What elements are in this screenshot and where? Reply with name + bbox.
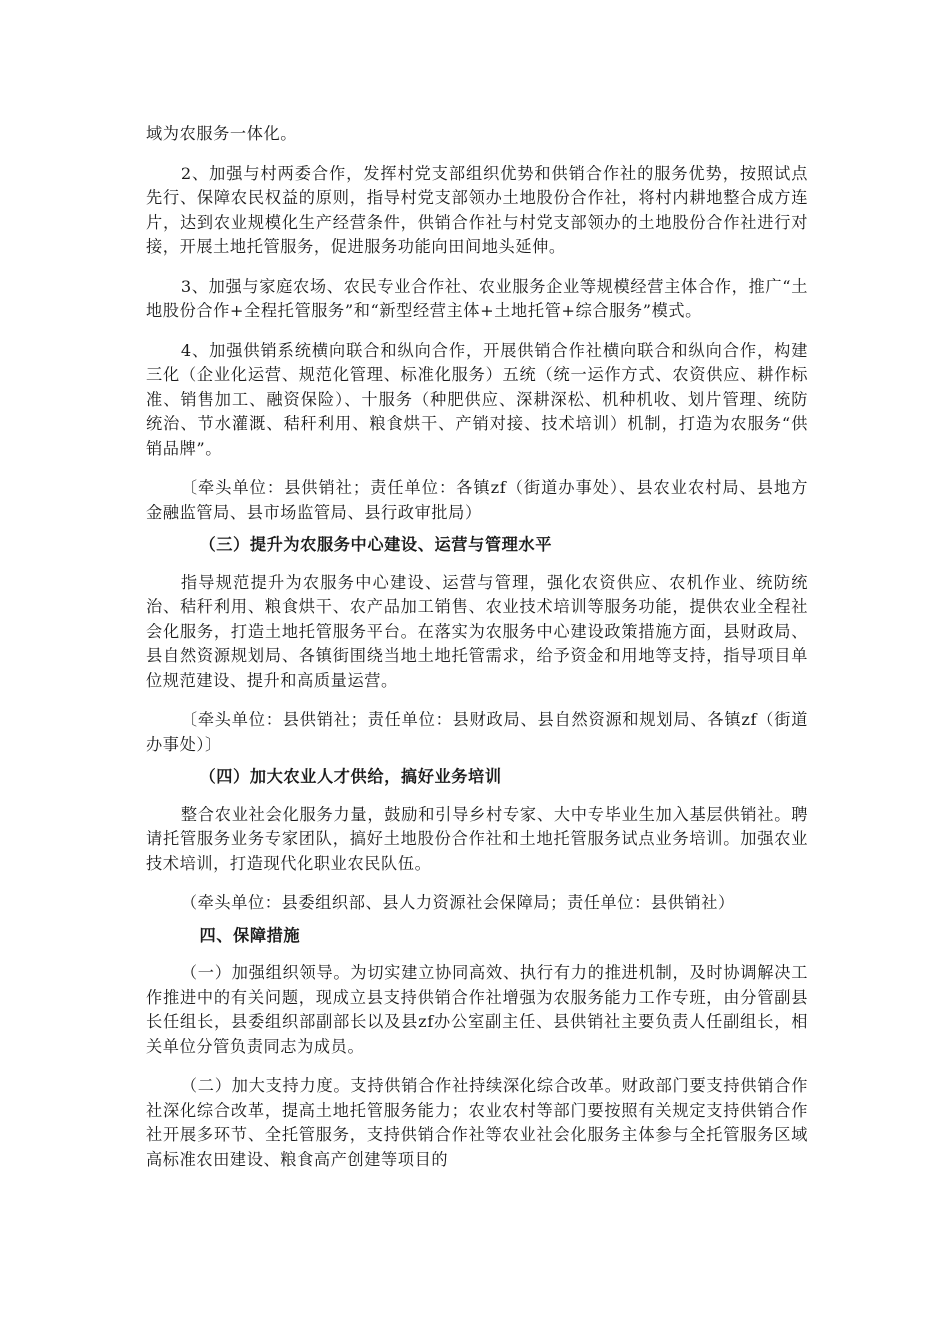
document-page [146,122,808,1187]
responsibility-note-1: 〔牵头单位：县供销社；责任单位：各镇zf（街道办事处）、县农业农村局、县地方金融监管局、县市场监管局、县行政审批局） [146,478,808,522]
paragraph-continuation: 域为农服务一体化。 [146,124,298,143]
section-heading-3: （三）提升为农服务中心建设、运营与管理水平 [199,535,552,554]
paragraph-item-3: 3、加强与家庭农场、农民专业合作社、农业服务企业等规模经营主体合作，推广“土地股份合作+全程托管服务”和“新型经营主体+土地托管+综合服务”模式。 [146,276,808,320]
responsibility-note-2: 〔牵头单位：县供销社；责任单位：县财政局、县自然资源和规划局、各镇zf（街道办事处）〕 [146,710,808,754]
paragraph-item-2: 2、加强与村两委合作，发挥村党支部组织优势和供销合作社的服务优势，按照试点先行、保障农民权益的原则，指导村党支部领办土地股份合作社，将村内耕地整合成方连片，达到农业规模化生产经营条件，供销合作社与村党支部领办的土地股份合作社进行对接，开展土地托管服务，促进服务功能向田间地头延伸。 [146,163,808,256]
paragraph-support: （二）加大支持力度。支持供销合作社持续深化综合改革。财政部门要支持供销合作社深化综合改革，提高土地托管服务能力；农业农村等部门要按照有关规定支持供销合作社开展多环节、全托管服务，支持供销合作社等农业社会化服务主体参与全托管服务区域高标准农田建设、粮食高产创建等项目的 [146,1076,808,1169]
paragraph-organization: （一）加强组织领导。为切实建立协同高效、执行有力的推进机制，及时协调解决工作推进中的有关问题，现成立县支持供销合作社增强为农服务能力工作专班，由分管副县长任组长，县委组织部副部长以及县zf办公室副主任、县供销社主要负责人任副组长，相关单位分管负责同志为成员。 [146,963,808,1056]
responsibility-note-3: （牵头单位：县委组织部、县人力资源社会保障局；责任单位：县供销社） [180,893,735,912]
paragraph-talent: 整合农业社会化服务力量，鼓励和引导乡村专家、大中专毕业生加入基层供销社。聘请托管服务业务专家团队，搞好土地股份合作社和土地托管服务试点业务培训。加强农业技术培训，打造现代化职业农民队伍。 [146,804,808,873]
section-heading-safeguards: 四、保障措施 [199,925,301,945]
section-heading-4: （四）加大农业人才供给，搞好业务培训 [199,767,502,786]
paragraph-item-4: 4、加强供销系统横向联合和纵向合作，开展供销合作社横向联合和纵向合作，构建三化（企业化运营、规范化管理、标准化服务）五统（统一运作方式、农资供应、耕作标准、销售加工、融资保险）、十服务（种肥供应、深耕深松、机种机收、划片管理、统防统治、节水灌溉、秸秆利用、粮食烘干、产销对接、技术培训）机制，打造为农服务“供销品牌”。 [146,340,808,458]
paragraph-service-center: 指导规范提升为农服务中心建设、运营与管理，强化农资供应、农机作业、统防统治、秸秆利用、粮食烘干、农产品加工销售、农业技术培训等服务功能，提供农业全程社会化服务，打造土地托管服务平台。在落实为农服务中心建设政策措施方面，县财政局、县自然资源规划局、各镇街围绕当地土地托管需求，给予资金和用地等支持，指导项目单位规范建设、提升和高质量运营。 [146,572,808,690]
